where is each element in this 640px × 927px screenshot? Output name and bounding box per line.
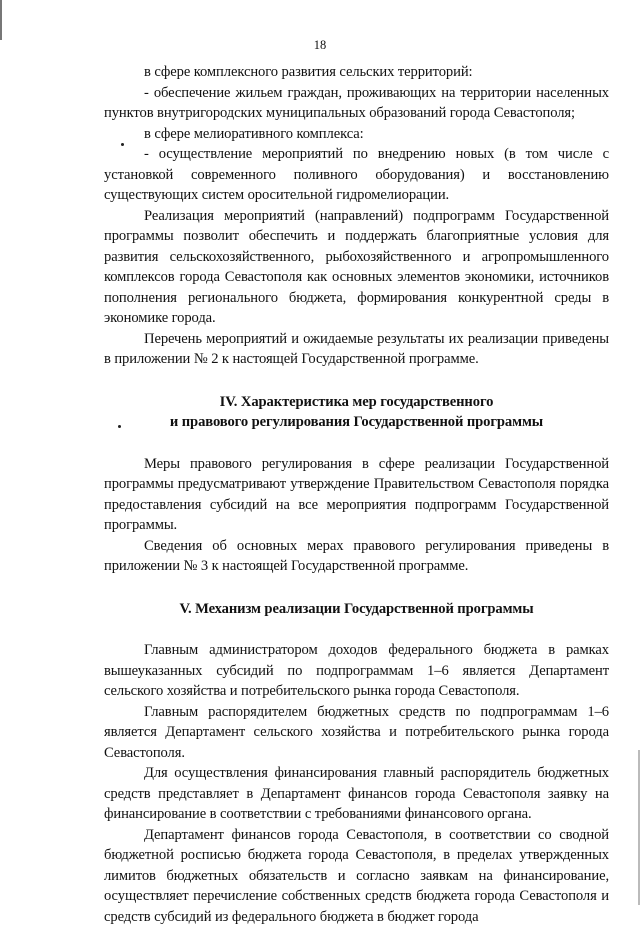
paragraph: - осуществление мероприятий по внедрению новых (в том числе с установкой современного поливного оборудования) и восстановлению существующих систем оросительной гидромелиорации. (104, 144, 609, 206)
paragraph: Перечень мероприятий и ожидаемые результаты их реализации приведены в приложении № 2 к настоящей Государственной программе. (104, 329, 609, 370)
section-heading-iv-line1: IV. Характеристика мер государственного (104, 392, 609, 413)
section-heading-v: V. Механизм реализации Государственной программы (104, 599, 609, 620)
page-number: 18 (0, 38, 640, 53)
paragraph: Главным распорядителем бюджетных средств по подпрограммам 1–6 является Департамент сельского хозяйства и потребительского рынка города Севастополя. (104, 702, 609, 764)
document-body (104, 62, 609, 927)
paragraph: - обеспечение жильем граждан, проживающих на территории населенных пунктов внутригородских муниципальных образований города Севастополя; (104, 83, 609, 124)
paragraph: Департамент финансов города Севастополя, в соответствии со сводной бюджетной росписью бюджета города Севастополя, в пределах утвержденных лимитов бюджетных обязательств и согласно заявкам на финансирование, осуществляет перечисление собственных средств бюджета города Севастополя и средств субсидий из федерального бюджета в бюджет города (104, 825, 609, 927)
paragraph: в сфере комплексного развития сельских территорий: (104, 62, 609, 83)
section-heading-iv-line2: и правового регулирования Государственной программы (104, 412, 609, 433)
scan-edge-left (0, 0, 2, 40)
paragraph: Реализация мероприятий (направлений) подпрограмм Государственной программы позволит обеспечить и поддержать благоприятные условия для развития сельскохозяйственного, рыбохозяйственного и агропромышленного комплексов города Севастополя как основных элементов экономики, источников пополнения регионального бюджета, формирования конкурентной среды в экономике города. (104, 206, 609, 329)
paragraph: Для осуществления финансирования главный распорядитель бюджетных средств представляет в Департамент финансов города Севастополя заявку на финансирование в соответствии с требованиями финансового органа. (104, 763, 609, 825)
paragraph: Меры правового регулирования в сфере реализации Государственной программы предусматривают утверждение Правительством Севастополя порядка предоставления субсидий на все мероприятия подпрограмм Государственной программы. (104, 454, 609, 536)
paragraph: Сведения об основных мерах правового регулирования приведены в приложении № 3 к настоящей Государственной программе. (104, 536, 609, 577)
paragraph: Главным администратором доходов федерального бюджета в рамках вышеуказанных субсидий по подпрограммам 1–6 является Департамент сельского хозяйства и потребительского рынка города Севастополя. (104, 640, 609, 702)
paragraph: в сфере мелиоративного комплекса: (104, 124, 609, 145)
